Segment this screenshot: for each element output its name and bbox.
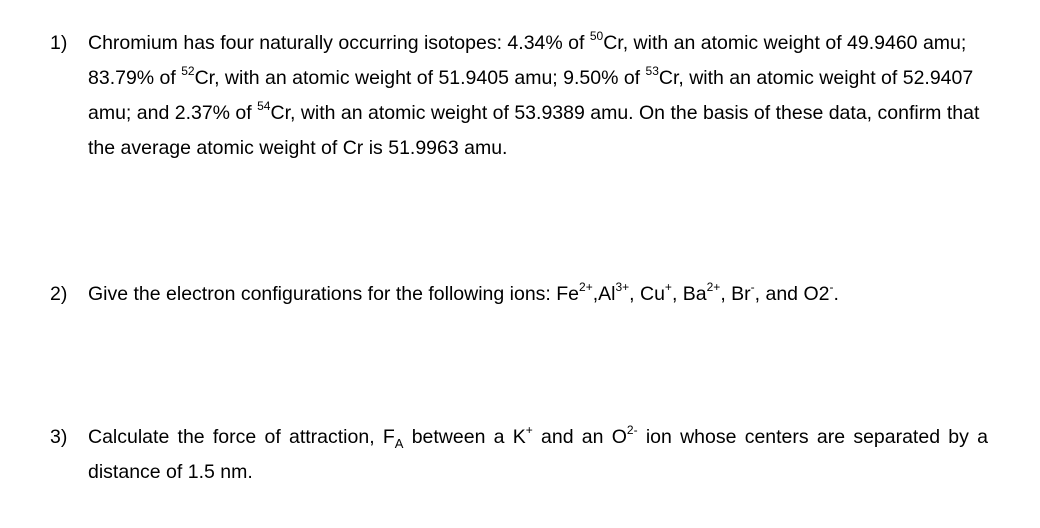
problem-1-text-segment: Chromium has four naturally occurring isotopes: 4.34% of [88,32,590,54]
problem-2-number: 2) [50,283,68,305]
problem-2-text-segment: . [833,283,839,305]
problem-2-text-segment: , Ba [671,283,707,305]
problem-1-text-segment: Cr, with an atomic weight of 49.9460 amu; 83.79% of [88,32,967,89]
problem-3-text-segment: Calculate the force of attraction, F [88,426,395,448]
problem-2-text-segment: , Cu [629,283,665,305]
problem-2-text-segment: , and O2 [754,283,830,305]
problem-1-text-segment: Cr, with an atomic weight of 52.9407 amu; and 2.37% of [88,67,974,124]
problem-3-text [88,420,988,489]
problem-3-number: 3) [50,426,68,448]
ion-charge: + [525,422,533,437]
problem-3-text-segment: ion whose centers are separated by a distance of 1.5 nm. [88,426,988,483]
problem-2-text-segment: ,Al [592,283,616,305]
force-subscript: A [394,435,404,451]
ion-charge: 2+ [706,279,721,294]
problem-1-number: 1) [50,32,68,54]
isotope-mass-number: 50 [589,28,604,43]
ion-charge: 3+ [615,279,630,294]
problem-1-text-segment: Cr, with an atomic weight of 53.9389 amu. On the basis of these data, confirm that the average atomic weight of Cr is 51.9963 amu. [88,102,980,159]
isotope-mass-number: 53 [645,63,659,78]
ion-charge: 2- [626,422,638,437]
isotope-mass-number: 52 [181,63,195,78]
problem-2-text-segment: Give the electron configurations for the following ions: Fe [88,283,580,305]
ion-charge: - [829,279,834,294]
problem-2-text-segment: , Br [720,283,751,305]
isotope-mass-number: 54 [257,98,271,113]
ion-charge: + [664,279,672,294]
problem-1-text-segment: Cr, with an atomic weight of 51.9405 amu; 9.50% of [194,67,646,89]
problem-2-text [88,277,988,312]
ion-charge: - [750,279,755,294]
problem-3-text-segment: and an O [532,426,627,448]
problem-1-text [88,26,988,166]
problem-3-text-segment: between a K [403,426,526,448]
ion-charge: 2+ [579,279,593,294]
